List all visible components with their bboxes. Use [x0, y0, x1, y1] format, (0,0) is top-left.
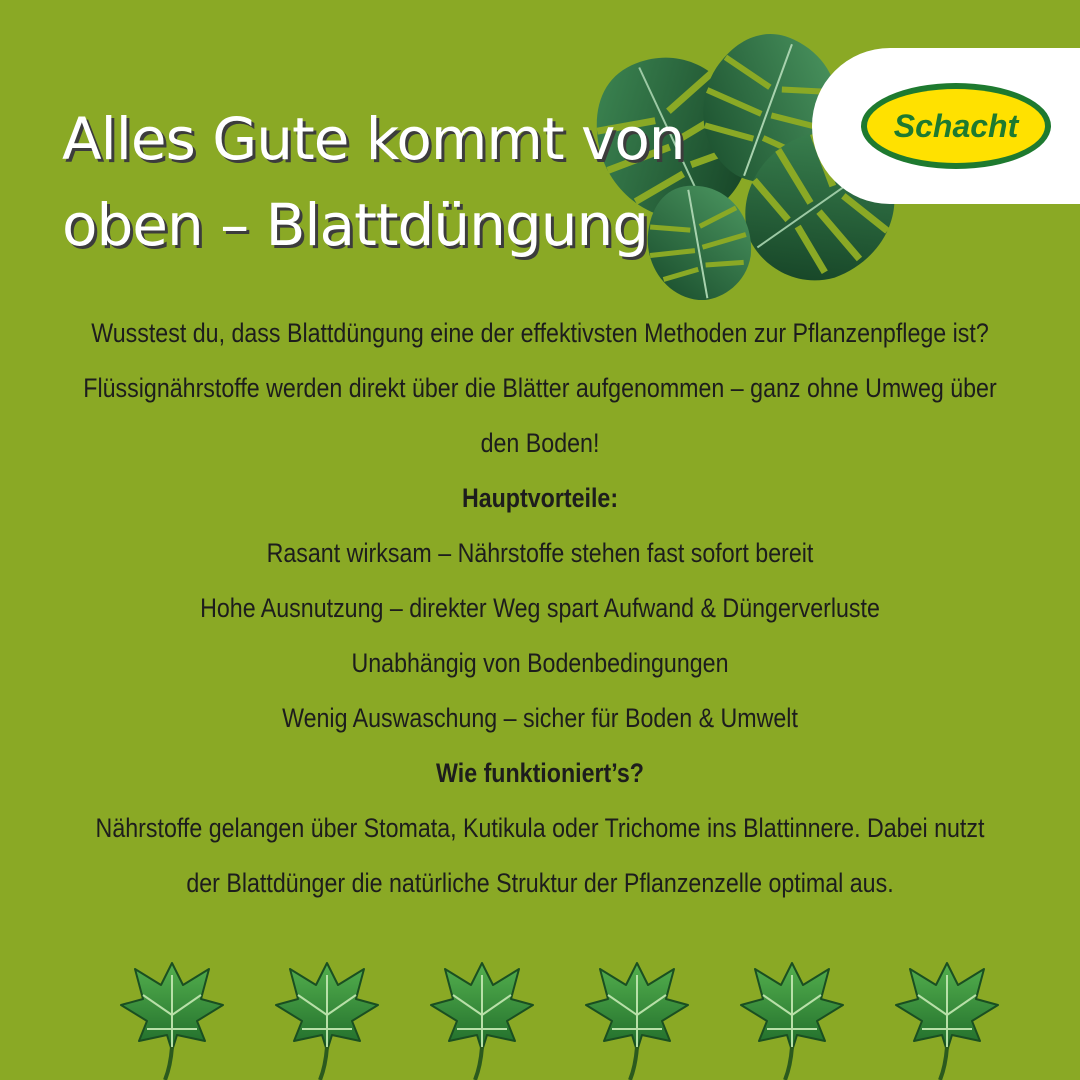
title-line-1: Alles Gute kommt von: [62, 105, 685, 173]
how-heading: Wie funktioniert’s?: [436, 758, 644, 788]
schacht-logo[interactable]: [858, 80, 1054, 172]
benefit-item: Wenig Auswaschung – sicher für Boden & Umwelt: [282, 703, 798, 733]
how-line-1: Nährstoffe gelangen über Stomata, Kutikula oder Trichome ins Blattinnere. Dabei nutzt: [95, 813, 985, 843]
intro-line-2: Flüssignährstoffe werden direkt über die Blätter aufgenommen – ganz ohne Umweg über: [83, 373, 997, 403]
ivy-leaf-icon: [582, 955, 692, 1080]
how-line-2: der Blattdünger die natürliche Struktur der Pflanzenzelle optimal aus.: [186, 868, 894, 898]
logo-text: Schacht: [893, 108, 1019, 144]
body-text: [76, 306, 1005, 911]
benefit-item: Unabhängig von Bodenbedingungen: [351, 648, 729, 678]
ivy-leaf-icon: [117, 955, 227, 1080]
ivy-leaf-icon: [427, 955, 537, 1080]
ivy-leaf-icon: [892, 955, 1002, 1080]
benefit-item: Rasant wirksam – Nährstoffe stehen fast sofort bereit: [266, 538, 814, 568]
page-title: [62, 96, 822, 268]
intro-line-1: Wusstest du, dass Blattdüngung eine der effektivsten Methoden zur Pflanzenpflege ist?: [91, 318, 989, 348]
ivy-leaf-icon: [272, 955, 382, 1080]
benefits-heading: Hauptvorteile:: [461, 483, 619, 513]
intro-line-3: den Boden!: [480, 428, 600, 458]
title-line-2: oben – Blattdüngung: [62, 191, 649, 259]
ivy-leaf-icon: [737, 955, 847, 1080]
benefit-item: Hohe Ausnutzung – direkter Weg spart Aufwand & Düngerverluste: [200, 593, 880, 623]
